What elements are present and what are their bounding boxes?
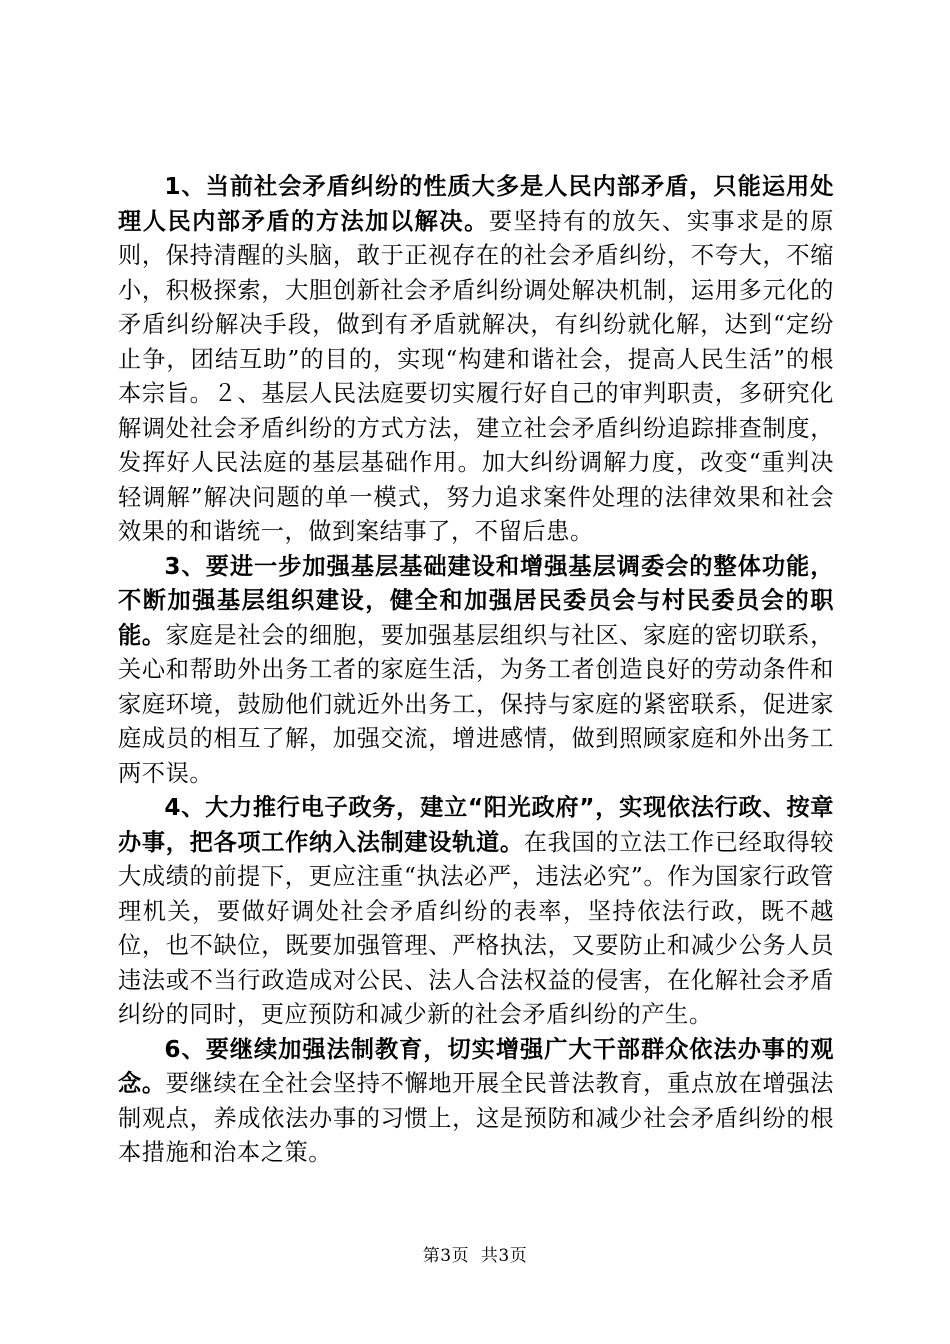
paragraph-6 (118, 1033, 834, 1171)
document-body (118, 170, 834, 1171)
paragraph-3-lead: 3、要进一步加强基层基础建设和增强基层调委会的整体功能，不断加强基层组织建设，健全和加强居民委员会与村民委员会的职能。 (118, 552, 834, 649)
paragraph-1-lead: 1、当前社会矛盾纠纷的性质大多是人民内部矛盾，只能运用处理人民内部矛盾的方法加以解决。 (118, 173, 834, 235)
paragraph-4 (118, 791, 834, 1033)
paragraph-6-lead: 6、要继续加强法制教育，切实增强广大干部群众依法办事的观念。 (118, 1035, 834, 1097)
paragraph-4-lead: 4、大力推行电子政务，建立“阳光政府”，实现依法行政、按章办事，把各项工作纳入法制建设轨道。 (118, 794, 834, 856)
paragraph-1 (118, 170, 834, 550)
page-footer (0, 1246, 950, 1266)
paragraph-3 (118, 550, 834, 792)
page-total: 共3页 (480, 1246, 528, 1266)
page-number: 第3页 (422, 1246, 470, 1266)
paragraph-6-body: 要继续在全社会坚持不懈地开展全民普法教育，重点放在增强法制观点，养成依法办事的习惯上，这是预防和减少社会矛盾纠纷的根本措施和治本之策。 (118, 1070, 835, 1166)
paragraph-3-body: 家庭是社会的细胞，要加强基层组织与社区、家庭的密切联系，关心和帮助外出务工者的家庭生活，为务工者创造良好的劳动条件和家庭环境，鼓励他们就近外出务工，保持与家庭的紧密联系，促进家庭成员的相互了解，加强交流，增进感情，做到照顾家庭和外出务工两不误。 (118, 621, 835, 787)
paragraph-4-body: 在我国的立法工作已经取得较大成绩的前提下，更应注重“执法必严，违法必究”。作为国家行政管理机关，要做好调处社会矛盾纠纷的表率，坚持依法行政，既不越位，也不缺位，既要加强管理、严格执法，又要防止和减少公务人员违法或不当行政造成对公民、法人合法权益的侵害，在化解社会矛盾纠纷的同时，更应预防和减少新的社会矛盾纠纷的产生。 (118, 828, 834, 1028)
paragraph-1-body: 要坚持有的放矢、实事求是的原则，保持清醒的头脑，敢于正视存在的社会矛盾纠纷，不夸大，不缩小，积极探索，大胆创新社会矛盾纠纷调处解决机制，运用多元化的矛盾纠纷解决手段，做到有矛盾就解决，有纠纷就化解，达到“定纷止争，团结互助”的目的，实现“构建和谐社会，提高人民生活”的根本宗旨。２、基层人民法庭要切实履行好自己的审判职责，多研究化解调处社会矛盾纠纷的方式方法，建立社会矛盾纠纷追踪排查制度，发挥好人民法庭的基层基础作用。加大纠纷调解力度，改变“重判决轻调解”解决问题的单一模式，努力追求案件处理的法律效果和社会效果的和谐统一，做到案结事了，不留后患。 (118, 207, 834, 545)
